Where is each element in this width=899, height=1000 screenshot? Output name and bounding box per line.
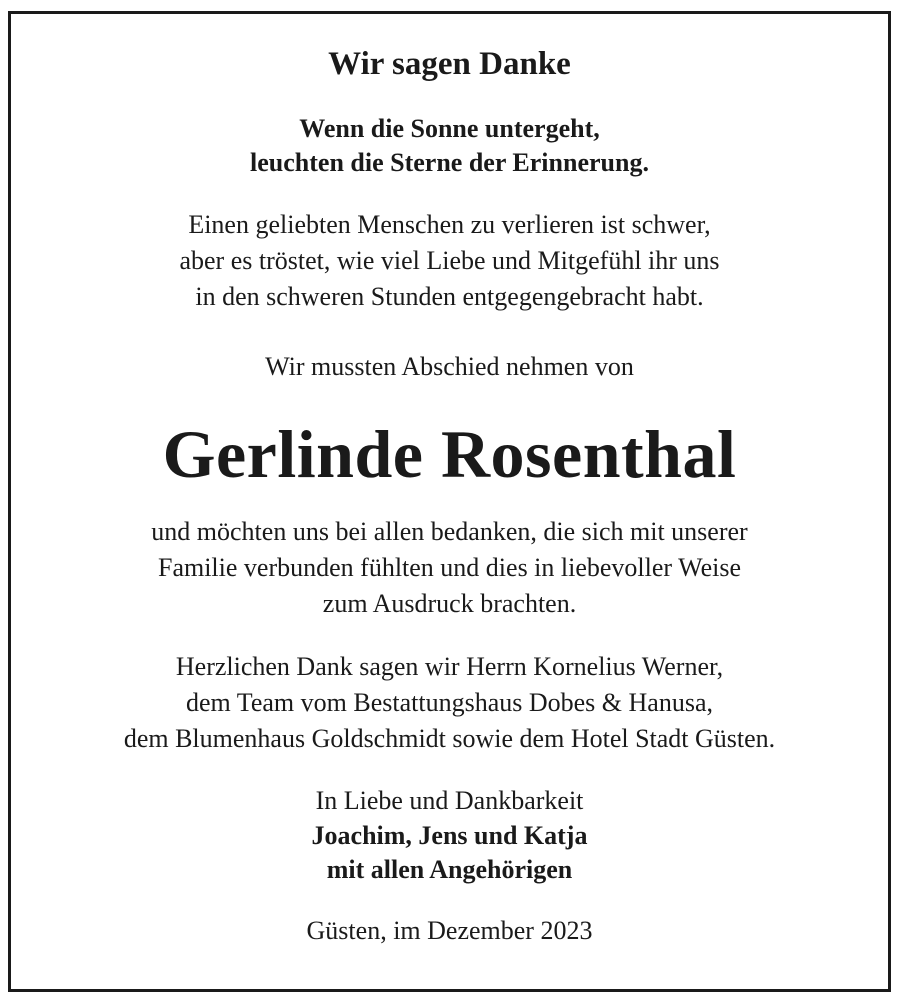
intro-line-1: Einen geliebten Menschen zu verlieren ist schwer, [188, 210, 711, 239]
quote-line-2: leuchten die Sterne der Erinnerung. [250, 148, 649, 177]
intro-line-3: in den schweren Stunden entgegengebracht habt. [195, 282, 704, 311]
signatories-line-2: mit allen Angehörigen [326, 855, 573, 884]
place-date: Güsten, im Dezember 2023 [306, 916, 593, 945]
signatories-line-1: Joachim, Jens und Katja [311, 821, 588, 850]
farewell-text: Wir mussten Abschied nehmen von [265, 352, 634, 381]
quote-line-1: Wenn die Sonne untergeht, [299, 114, 600, 143]
thanks-line-3: zum Ausdruck brachten. [322, 589, 577, 618]
special-thanks-line-2: dem Team vom Bestattungshaus Dobes & Hanusa, [185, 688, 713, 717]
closing-text: In Liebe und Dankbarkeit [315, 786, 584, 815]
notice-heading: Wir sagen Danke [328, 46, 571, 82]
thanks-line-1: und möchten uns bei allen bedanken, die sich mit unserer [151, 517, 748, 546]
intro-line-2: aber es tröstet, wie viel Liebe und Mitgefühl ihr uns [179, 246, 720, 275]
special-thanks-line-1: Herzlichen Dank sagen wir Herrn Kornelius Werner, [175, 652, 724, 681]
thanks-line-2: Familie verbunden fühlten und dies in liebevoller Weise [157, 553, 741, 582]
deceased-name: Gerlinde Rosenthal [162, 416, 737, 492]
special-thanks-line-3: dem Blumenhaus Goldschmidt sowie dem Hotel Stadt Güsten. [123, 724, 776, 753]
